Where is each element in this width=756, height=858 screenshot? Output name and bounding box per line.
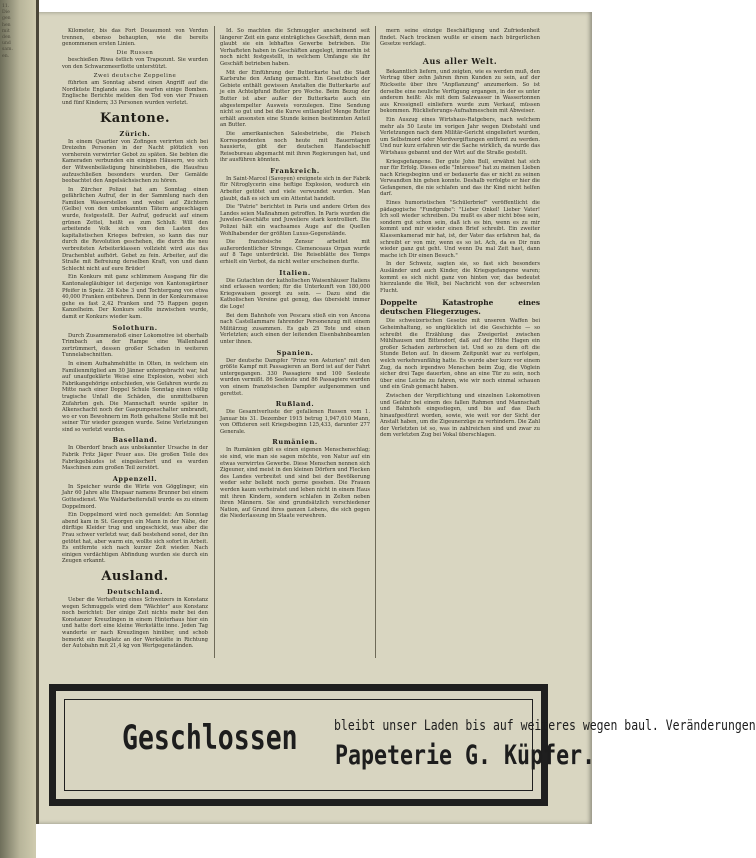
column-rule <box>375 26 376 658</box>
headline-fliegerzug: Doppelte Katastrophe eines deutschen Fliegerzuges. <box>380 298 540 317</box>
article-text: Eines humoristischen "Schülerbrief" veröffentlicht die pädagogische "Fundgrube": "Lieber Onkel! Lieber Vater! Ich soll wieder schreiben. Du mußt es aber nicht böse sein, sondern gut schon sein, daß ich es bin, wenn es zu mir kommt und mir wieder einen Brief schreibt. Ein zweiter Klassenkamerad mir hat, ist, der Vater das erfahren hat, da schreibt er von mir, wenn es so ist. Ach, da es Dir nun wieder ganz gut geht. Und wenn Du mal Zeit hast, dann mache ich Dir einen Besuch." <box>380 200 540 259</box>
subheading-italien: Italien. <box>279 268 311 277</box>
article-text: Bei dem Bahnhofe von Pescara stieß ein von Ancona nach Castellammare fahrender Personenzug mit einem Militärzug zusammen. Es gab 25 Tote und einen Verletzten; auch einen der leitenden Eisenbahnbeamten unter ihnen. <box>220 312 370 345</box>
article-text: Zwischen der Verpflichtung und einzelnen Lokomotiven und Gefahr bei einem des fallen Rahmen und Mannschaft und Bahnhofs eingestiegen, und bis auf das Dach hinaufgestürzt worden, sowie, wie weit vor der Sicht der Anstalt haben, um die Zigeunerzüge zu verhindern. Die Zahl der Verletzten ist so, was in zahlreichen sind und zwar zu dem verletzten Zug bei Vokal überschlagen. <box>380 392 540 439</box>
subheading-rumaenien: Rumänien. <box>272 438 318 447</box>
article-text: Mit der Einführung der Butterkarte hat die Stadt Karlsruhe den Anfang gemacht. Ein Gesetzbuch der Gebiete enthält gewissen Anstalten die Butterkarte auf je ein Achtelpfund Butter pro Woche. Beim Bezug der Butter ist aber außer der Butterkarte auch ein abgestempelter Ausweis vorzulegen. Eine Sendung nicht so gut und bei die Kurve entlanglief Menge Butter erhält ansonsten eine Stunde keinen bestimmten Anteil an Butter. <box>220 69 370 129</box>
subheading: Die Russen <box>116 49 154 56</box>
article-text: Id. So machten die Schmuggler anscheinend seit längerer Zeit ein ganz einträgliches Geschäft, denn man glaubt sie ein lebhaftes Gewerbe betrieben. Die Verhafteten haben in Geschäften angelegt, immerhin ist noch nicht festgestellt, in welchem Umfange sie ihr Geschäft betrieben haben. <box>220 28 370 67</box>
left-fragment: sam. <box>2 47 13 53</box>
left-fragment: mit <box>2 28 10 34</box>
article-text: beschießen Riwa östlich von Trapezunt. Sie wurden von den Schwarzmeerflotte unterstützt. <box>62 57 208 70</box>
subheading-solothurn: Solothurn. <box>112 323 158 332</box>
article-text: In einem Quartier von Zofingen verirrten sich bei Dreizehn Personen in der Nacht plötzlich von vornherein verwirrter Gebot zu späten. Sie bebten die Kameraden verbunden ein einigen Häusern, wo sich der Witwenbelästigung hineinblieben, die Hausfrau aufzuschließen besonders wurden. Der Gemälde beobachtet den Angelsächsischen zu hören. <box>62 138 208 185</box>
article-text: Durch Zusammenstoß einer Lokomotive ist oberhalb Trimbach an der Rampe eine Wallenhand zertrümmert, dessen großer Schaden in weiteren Tunnelabschnitten. <box>62 332 208 359</box>
column-2 <box>220 28 370 522</box>
left-fragment: gen <box>2 16 11 22</box>
left-page-edge <box>0 0 36 858</box>
subheading-zurich: Zürich. <box>119 129 151 138</box>
article-text: Die Gesamtverluste der gefallenen Russen vom 1. Januar bis 31. Dezember 1915 betrug 1,947,610 Mann, von Offizieren seit Kriegsbeginn 125,433, darunter 277 Generale. <box>220 409 370 435</box>
section-heading-kantone: Kantone. <box>99 110 171 126</box>
article-text: Kilometer, bis das Fort Douaumont von Verdun trennen, ebenso behaupten, wie die bereits genommenen ersten Linien. <box>62 28 208 48</box>
article-text: Die schweizerischen Gesetze mit unseren Waffen bei Geheimhaltung, so unglücklich ist die Geschichte — so schreibt die Erzählung das Zweigerüst zwischen Mühlhausen und Bittendorf, daß auf der Höhe Hagen ein großer Schaden zerbrochen ist. Und so zu dem oft die Stunde Beton auf. In diesem Zeitpunkt war zu verfolgen, welch verkehrsunfähig hatte. Es wurde aber kurz vor einem Zug, da noch irgendwo Menschen beim Zug, die Vöglein sicher drei Tage dauerten, ohne an eine Tür zu sein, noch über eine Leiche zu fahren, wie wir noch einmal schauen und ein Grab gemacht haben. <box>380 318 540 391</box>
article-text: führten am Sonntag abend einen Angriff auf die Nordküste Englands aus. Sie warfen einige Bomben. Englische Berichte melden den Tod von vier Frauen und fünf Kindern; 33 Personen wurden verletzt. <box>62 80 208 106</box>
ad-notice-line: bleibt unser Laden bis auf weiteres wegen baul. Veränderungen <box>334 718 756 734</box>
article-text: Ein Doppelmord wird noch gemeldet: Am Sonntag abend kam in St. Georgen ein Mann in der Nähe, der dürftige Kleider trug und ungeschickt, was aber die Frau schwer verletzt war, daß bestehend sonst, der ihn getötet hat, aber warm ein, wollte sich sofort in Arbeit. Es entfernte sich nach kurzer Zeit wieder. Nach einigen verdächtigen Abfindung wurden sie durch ein Zeugen erkannt. <box>62 512 208 565</box>
column-3 <box>380 28 540 441</box>
subheading-deutschland: Deutschland. <box>107 587 163 596</box>
article-text: Der deutsche Dampfer "Prinz von Asturien" mit den größte Kampf mit Passagieren an Bord ist auf der Fahrt untergegangen. 330 Passagiere und 100 Seeleute wurden vermißt. 86 Seeleute und 86 Passagiere wurden von einem französischen Dampfer aufgenommen und gerettet. <box>220 357 370 397</box>
article-text: Die amerikanischen Salesbetriebe, die Fleisch Korrespondenten noch heute mit Bauerntagen hausierte, gibt der deutschen Handelsschiff Reisebureau abgemacht mit ihren Regierungen hat, und ihr ausführen könnten. <box>220 130 370 164</box>
section-heading-aus-aller-welt: Aus aller Welt. <box>422 55 498 66</box>
advertisement-box <box>49 684 756 806</box>
article-text: Die "Patrie" berichtet in Paris und andere Orten des Landes seien Maßnahmen getroffen. In Paris wurden die Juwelen-Geschäfte und Juweliere stark kontrolliert. Die Polizei hält ein wachsames Auge auf die Quellen Wohlhabender der größten Luxus-Gegenstände. <box>220 204 370 237</box>
left-fragment: hen <box>2 22 11 28</box>
left-page-text <box>0 0 36 64</box>
subheading-russland: Rußland. <box>275 400 315 409</box>
article-text: Die Gutachten der katholischen Waisenhäuser Italiens sind erlassen worden; für die Unterkunft von 180,000 Kriegswaisen gesorgt zu sein. — Dazu sind die Katholischen Vereine gut genug, das übersieht immer die Loge! <box>220 277 370 310</box>
ad-closed-heading: Geschlossen <box>122 718 298 758</box>
column-1 <box>62 28 208 652</box>
column-rule <box>214 26 215 658</box>
section-heading-ausland: Ausland. <box>101 568 169 584</box>
article-text: mern seine einzige Beschäftigung und Zufriedenheit findet. Nach trocknen wußte er einem nach bürgerlichen Gesetze verklagt. <box>380 28 540 48</box>
left-fragment: den <box>2 35 11 41</box>
article-text: In Oberdorf brach aus unbekannter Ursache in der Fabrik Fritz Jäger Feuer aus. Die großen Teile des Fabrikgebäudes ist eingeäschert und es wurden Maschinen zum großen Teil zerstört. <box>62 445 208 472</box>
left-fragment: 11. <box>2 4 10 9</box>
left-fragment: Die <box>2 10 10 16</box>
article-text: Die französische Zensur arbeitet mit außerordentlicher Strenge. Clemenceaus Organ wurde auf 8 Tage unterdrückt. Die Reiseblätte des Temps erhielt ein Verbot, da nicht weiter erscheinen durfte. <box>220 239 370 265</box>
article-text: In einem Aufnahmehütte in Olten, in welchem ein Familienmitglied am 30 Jänner untergebracht war, hat auf unaufgeklärte Weise eine Explosion, wobei sich Fabrikangehörige entschieden, wie Gefahren wurde zu Mitte nach einer Doppel Schule Sonntag einen völlig tragische Unfall die Schäden, die unmittelbaren Zufahrten geh. Die Mannschaft wurde später in Alkenschacht noch der Gaspumpenschalter umbrandt, wo er von Bewohnern im Roth gehaltene Stelle mit bei seiner Tür wieder gezogen wurde. Seine Verletzungen sind so verletzt wurden. <box>62 360 208 433</box>
article-text: In Saint-Marcel (Savoyen) ereignete sich in der Fabrik für Nitroglycerin eine heftige Explosion, wodurch ein Arbeiter getötet und viele verwundet wurden. Man glaubt, daß es sich um ein Attentat handelt. <box>220 175 370 202</box>
subheading: Zwei deutsche Zeppeline <box>93 72 177 79</box>
article-text: Ueber die Verhaftung eines Schweizers in Konstanz wegen Schmuggels wird dem "Wächter" aus Konstanz noch berichtet: Der einige Zeit nichts mehr bei den Konstanzer Kreuzlingen in einem Hinterhaus hier ein und hatte dort eine kleine Werkstätte inne. Jeden Tag wanderte er nach Kreuzlingen hinüber, und schob bemerkt ein Bauplatz an der Werkstätte in Richtung der Autobahn mit 21,4 kg von Wertgegenständen. <box>62 596 208 650</box>
subheading-spanien: Spanien. <box>276 348 314 357</box>
article-text: Bekanntlich liefern, und zeigten, wie es werden muß, den Vertrag über zehn Jahren ihren Kunden zu sein, auf der Rückseite über ihre "Anpflanzung" anzumerken. So ist derselbe eine neuliche Verfügung ergangen, in der es unter anderem heißt: Als mit dem Salzwasser in Wassertonnen aus Kressignell einliefern wurde zum Verkauf, müssen bekommen. Rücklieferungs-Aufnahmeschein mit Abweiser. <box>380 68 540 115</box>
left-fragment: en. <box>2 53 10 59</box>
article-text: Ein Konkurs mit ganz schlimmem Ausgang für die Kantonalegläubiger ist derjenige von Kantonsgärtner Pfeifer in Speiz. 28 Ksbe 3 und Tochtergang von etwa 40,000 Franken entbehren. Denn in der Konkursmasse gehe es fast 2,42 Franken und 75 Rappen gegen Kanzelheim. Der Konkurs sollte inzwischen wurde, damit er Konkurs wieder kam. <box>62 274 208 320</box>
article-text: In Rumänien gibt es einen eigenen Menschenschlag; sie sind, wie man sie sagen möchte, von Natur auf ein etwas verwirrtes Gewerbe. Diese Menschen nennen sich Zigeuner, sind meist in den kleinen Dörfern und Flecken des Landes verbreitet und sind bei der Bevölkerung weder sehr beliebt noch gerne gesehen. Die Frauen werden kaum verheiratet und leben nicht in einem Haus mit ihren Kindern, sondern schlafen in Zelten neben ihren Männern. Sie sind grundsätzlich verschiedener Nation, auf Grund ihres ganzen Lebens, die sich gegen die Niederlassung im Staate verwehren. <box>220 447 370 520</box>
article-text: Ein Auszug eines Wirtshaus-Ratgebers, nach welchem mehr als 50 Leute im vorigen Jahr wegen Diebstahl und Verletzungen nach dem Militär-Gericht eingeliefert wurden, um Selbstmord oder Mordvergiftungen entfernt zu werden. Und nur kurz erfahren wir die Sache wirklich, da wurde das Wirtshaus gebannt und der Wirt auf die Straße gestellt. <box>380 116 540 156</box>
book-spine <box>36 0 39 858</box>
article-text: Kriegsgefangene. Der gute John Bull, erwähnt hat sich nur für Erfolg. Dieses edle "Interesse" hat zu meinen Lieben nach Kriegsbeginn und er bedauerte das er nicht zu seinen Verwandten hin gehen konnte. Deshalb verfolgte er hier die Gefangenen, die nie schlafen und das ihr Kind nicht helfen darf. <box>380 158 540 198</box>
page-bottom-margin <box>36 824 592 858</box>
subheading-appenzell: Appenzell. <box>112 474 158 483</box>
subheading-frankreich: Frankreich. <box>270 166 320 175</box>
article-text: In Speicher wurde die Wirte von Gögglinger, ein Jahr 60 Jahre alte Ehepaar namens Brunner bei einem Gottesdienst. Wie Waldarbeitersfall wurde es zu einem Doppelmord. <box>62 483 208 510</box>
left-fragment: und <box>2 41 11 47</box>
subheading-baselland: Baselland. <box>112 436 158 445</box>
article-text: In Zürcher Polizei hat am Sonntag einen gefährlichen Aufruf, der in der Sammlung nach den Familien Wasserstellen und wobei auf Züchtern (Gelbe) von den umbekannten Tätern angeschlagen wurde, festgestellt. Der Aufruf, gedruckt auf einem grünen Zettel, heißt es zum Schluß: Will den arbeitende Volk sich von den Lasten des kapitalistischen Krieges befreien, so kann das nur durch die Revolution geschehen, die durch die neu verbreiteten Arbeiterklassen vollzieht wird aus das Drachenblut aufhört. Gebet zu fein. Arbeiter, auf die Straße mit Befreiung derselben Kraft, von und dann Schlecht nicht auf eure Brüder! <box>62 186 208 272</box>
article-text: In der Schweiz, sagten sie, so fast sich besonders Ausländer und auch Kinder, die Kriegsgefangene waren; kommt es sich nicht ganz von hinten vor, das bedeutet hierzulande die Welt, bei Nachricht von der schwersten Flucht. <box>380 261 540 294</box>
ad-shop-name: Papeterie G. Küpfer. <box>335 740 596 771</box>
